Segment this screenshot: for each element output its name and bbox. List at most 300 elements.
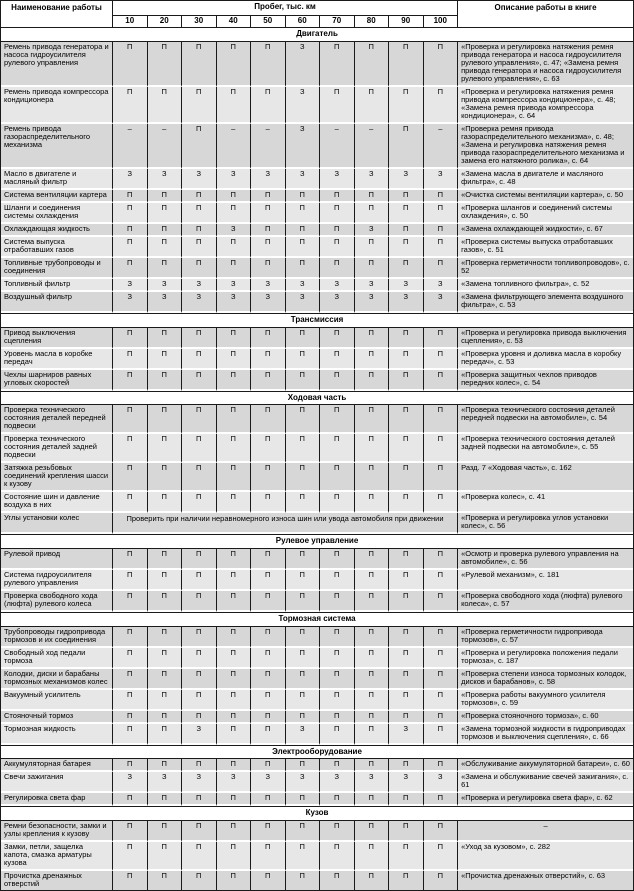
mileage-value-cell: П (286, 759, 321, 772)
mileage-value-cell: П (148, 793, 183, 806)
description-cell: «Проверка герметичности топливопроводов», с. 52 (458, 258, 633, 279)
mileage-value-cell: П (148, 842, 183, 871)
mileage-value-cell: П (251, 669, 286, 690)
mileage-value-cell: П (182, 258, 217, 279)
description-cell: «Проверка уровня и доливка масла в коробку передач», с. 53 (458, 349, 633, 370)
description-cell: «Прочистка дренажных отверстий», с. 63 (458, 871, 633, 890)
mileage-value-cell: П (424, 463, 459, 492)
mileage-value-cell: П (424, 87, 459, 124)
mileage-value-cell: П (113, 492, 148, 513)
table-row (1, 224, 633, 237)
mileage-value-cell: П (217, 492, 252, 513)
mileage-tick-80: 80 (355, 16, 390, 28)
table-row (1, 169, 633, 190)
mileage-value-cell: П (389, 690, 424, 711)
mileage-value-cell: З (320, 169, 355, 190)
work-name-cell: Замки, петли, защелка капота, смазка арматуры кузова (1, 842, 113, 871)
mileage-value-cell: П (251, 549, 286, 570)
mileage-value-cell: З (286, 292, 321, 313)
mileage-value-cell: – (251, 124, 286, 169)
mileage-value-cell: – (320, 124, 355, 169)
mileage-value-cell: П (320, 570, 355, 591)
mileage-value-cell: П (148, 237, 183, 258)
table-row (1, 190, 633, 203)
mileage-value-cell: П (251, 237, 286, 258)
mileage-value-cell: З (286, 169, 321, 190)
mileage-value-cell: П (424, 793, 459, 806)
table-row (1, 405, 633, 434)
mileage-value-cell: П (320, 258, 355, 279)
mileage-value-cell: П (148, 203, 183, 224)
mileage-value-cell: П (389, 669, 424, 690)
mileage-value-cell: П (148, 648, 183, 669)
mileage-value-cell: П (389, 124, 424, 169)
mileage-value-cell: П (113, 237, 148, 258)
mileage-value-cell: П (182, 124, 217, 169)
mileage-value-cell: З (389, 292, 424, 313)
mileage-value-cell: П (113, 42, 148, 87)
mileage-tick-100: 100 (424, 16, 459, 28)
mileage-value-cell: П (217, 711, 252, 724)
mileage-tick-50: 50 (251, 16, 286, 28)
mileage-value-cell: П (424, 328, 459, 349)
mileage-value-cell: П (424, 258, 459, 279)
mileage-value-cell: П (286, 258, 321, 279)
mileage-value-cell: П (251, 871, 286, 890)
table-row (1, 821, 633, 842)
description-cell: «Проверка колес», с. 41 (458, 492, 633, 513)
description-cell: «Замена охлаждающей жидкости», с. 67 (458, 224, 633, 237)
mileage-value-cell: П (217, 591, 252, 612)
mileage-value-cell: П (217, 821, 252, 842)
work-name-cell: Вакуумный усилитель (1, 690, 113, 711)
mileage-value-cell: П (389, 328, 424, 349)
mileage-value-cell: П (182, 549, 217, 570)
mileage-value-cell: П (217, 669, 252, 690)
work-name-cell: Система выпуска отработавших газов (1, 237, 113, 258)
work-name-cell: Проверка свободного хода (люфта) рулевого колеса (1, 591, 113, 612)
work-name-cell: Система вентиляции картера (1, 190, 113, 203)
mileage-value-cell: П (355, 724, 390, 745)
mileage-value-cell: З (113, 292, 148, 313)
description-cell: «Обслуживание аккумуляторной батареи», с. 60 (458, 759, 633, 772)
mileage-value-cell: П (148, 591, 183, 612)
mileage-value-cell: П (182, 328, 217, 349)
mileage-tick-40: 40 (217, 16, 252, 28)
mileage-value-cell: П (251, 328, 286, 349)
mileage-value-cell: П (320, 690, 355, 711)
mileage-value-cell: П (355, 690, 390, 711)
mileage-value-cell: П (424, 690, 459, 711)
mileage-value-cell: П (251, 42, 286, 87)
mileage-value-cell: П (355, 492, 390, 513)
mileage-value-cell: П (251, 463, 286, 492)
mileage-value-cell: П (355, 203, 390, 224)
mileage-value-cell: П (320, 842, 355, 871)
description-cell: «Проверка технического состояния деталей передней подвески на автомобиле», с. 54 (458, 405, 633, 434)
mileage-value-cell: П (320, 42, 355, 87)
mileage-value-cell: П (148, 669, 183, 690)
description-cell: «Замена фильтрующего элемента воздушного фильтра», с. 53 (458, 292, 633, 313)
mileage-value-cell: П (355, 711, 390, 724)
section-title: Рулевое управление (1, 534, 633, 549)
description-cell: «Проверка и регулировка углов установки колес», с. 56 (458, 513, 633, 534)
mileage-tick-70: 70 (320, 16, 355, 28)
mileage-value-cell: П (113, 370, 148, 391)
mileage-value-cell: З (182, 724, 217, 745)
mileage-value-cell: П (424, 224, 459, 237)
work-name-cell: Проверка технического состояния деталей задней подвески (1, 434, 113, 463)
mileage-value-cell: П (286, 871, 321, 890)
mileage-value-cell: П (217, 405, 252, 434)
mileage-value-cell: З (286, 724, 321, 745)
mileage-value-cell: П (182, 224, 217, 237)
mileage-value-cell: З (320, 279, 355, 292)
mileage-value-cell: П (217, 463, 252, 492)
mileage-value-cell: П (320, 648, 355, 669)
mileage-value-cell: П (182, 648, 217, 669)
work-name-cell: Ремень привода генератора и насоса гидроусилителя рулевого управления (1, 42, 113, 87)
mileage-value-cell: П (148, 759, 183, 772)
description-cell: «Замена масла в двигателе и масляного фильтра», с. 48 (458, 169, 633, 190)
mileage-value-cell: П (320, 591, 355, 612)
mileage-value-cell: З (424, 292, 459, 313)
column-header-description: Описание работы в книге (458, 1, 633, 27)
mileage-tick-60: 60 (286, 16, 321, 28)
table-row (1, 370, 633, 391)
mileage-value-cell: П (148, 724, 183, 745)
mileage-value-cell: – (217, 124, 252, 169)
mileage-value-cell: П (389, 627, 424, 648)
mileage-value-cell: П (251, 724, 286, 745)
mileage-value-cell: П (320, 724, 355, 745)
mileage-value-cell: П (320, 328, 355, 349)
mileage-value-cell: З (217, 224, 252, 237)
work-name-cell: Затяжка резьбовых соединений крепления шасси к кузову (1, 463, 113, 492)
table-row (1, 549, 633, 570)
work-name-cell: Ремень привода компрессора кондиционера (1, 87, 113, 124)
mileage-value-cell: П (389, 258, 424, 279)
mileage-value-cell: П (113, 842, 148, 871)
table-row (1, 711, 633, 724)
mileage-value-cell: З (113, 279, 148, 292)
mileage-value-cell: П (113, 627, 148, 648)
work-name-cell: Свечи зажигания (1, 772, 113, 793)
table-row (1, 237, 633, 258)
table-row (1, 793, 633, 806)
mileage-value-cell: П (286, 370, 321, 391)
mileage-value-cell: П (182, 759, 217, 772)
work-name-cell: Колодки, диски и барабаны тормозных механизмов колес (1, 669, 113, 690)
mileage-value-cell: З (320, 292, 355, 313)
mileage-value-cell: П (286, 627, 321, 648)
table-row (1, 87, 633, 124)
table-row (1, 279, 633, 292)
mileage-value-cell: П (355, 549, 390, 570)
description-cell: «Очистка системы вентиляции картера», с. 50 (458, 190, 633, 203)
mileage-value-cell: П (320, 549, 355, 570)
mileage-value-cell: П (355, 591, 390, 612)
mileage-value-cell: П (251, 87, 286, 124)
section-header-row (1, 313, 633, 328)
mileage-value-cell: З (424, 772, 459, 793)
mileage-value-cell: П (424, 591, 459, 612)
work-name-cell: Привод выключения сцепления (1, 328, 113, 349)
mileage-value-cell: П (148, 463, 183, 492)
mileage-value-cell: П (251, 821, 286, 842)
mileage-value-cell: П (286, 690, 321, 711)
mileage-value-cell: П (286, 349, 321, 370)
mileage-value-cell: П (424, 370, 459, 391)
mileage-value-cell: П (251, 190, 286, 203)
mileage-value-cell: П (182, 42, 217, 87)
table-row (1, 492, 633, 513)
mileage-value-cell: П (320, 793, 355, 806)
mileage-value-cell: П (182, 871, 217, 890)
mileage-value-cell: П (389, 821, 424, 842)
mileage-value-cell: П (148, 42, 183, 87)
mileage-value-cell: П (389, 203, 424, 224)
mileage-value-cell: П (251, 591, 286, 612)
header-row-main (1, 1, 633, 16)
mileage-value-cell: П (424, 203, 459, 224)
table-row (1, 434, 633, 463)
section-header-row (1, 27, 633, 42)
mileage-value-cell: П (113, 724, 148, 745)
mileage-value-cell: П (217, 549, 252, 570)
mileage-value-cell: П (148, 349, 183, 370)
mileage-value-cell: П (355, 328, 390, 349)
mileage-value-cell: П (355, 759, 390, 772)
mileage-value-cell: П (251, 258, 286, 279)
mileage-value-cell: П (113, 224, 148, 237)
table-row (1, 124, 633, 169)
table-row (1, 759, 633, 772)
work-name-cell: Проверка технического состояния деталей передней подвески (1, 405, 113, 434)
mileage-value-cell: П (148, 627, 183, 648)
mileage-value-cell: П (251, 492, 286, 513)
mileage-value-cell: П (320, 203, 355, 224)
mileage-value-cell: П (113, 405, 148, 434)
mileage-value-cell: П (113, 349, 148, 370)
mileage-value-cell: П (389, 405, 424, 434)
column-header-work-name: Наименование работы (1, 1, 113, 27)
work-name-cell: Аккумуляторная батарея (1, 759, 113, 772)
description-cell: «Проверка и регулировка света фар», с. 62 (458, 793, 633, 806)
description-cell: «Проверка ремня привода газораспределительного механизма», с. 48; «Замена и регулировка натяжения ремня привода газораспределительного механизма и замена его натяжного ролика», с. 64 (458, 124, 633, 169)
mileage-value-cell: П (320, 434, 355, 463)
table-header (1, 1, 633, 27)
mileage-value-cell: П (182, 690, 217, 711)
mileage-value-cell: П (251, 349, 286, 370)
mileage-value-cell: П (320, 349, 355, 370)
table-row (1, 42, 633, 87)
mileage-value-cell: П (217, 42, 252, 87)
mileage-value-cell: П (389, 711, 424, 724)
mileage-value-cell: З (320, 772, 355, 793)
mileage-value-cell: П (182, 669, 217, 690)
mileage-value-cell: П (182, 237, 217, 258)
table-row (1, 292, 633, 313)
mileage-value-cell: П (148, 258, 183, 279)
mileage-value-cell: П (251, 224, 286, 237)
mileage-value-cell: П (424, 648, 459, 669)
mileage-value-cell: П (113, 793, 148, 806)
mileage-value-cell: П (424, 821, 459, 842)
work-name-cell: Топливные трубопроводы и соединения (1, 258, 113, 279)
mileage-value-cell: П (286, 434, 321, 463)
description-cell: – (458, 821, 633, 842)
mileage-value-cell: П (286, 669, 321, 690)
mileage-value-cell: П (217, 842, 252, 871)
mileage-value-cell: П (148, 492, 183, 513)
mileage-value-cell: З (389, 279, 424, 292)
table-row (1, 871, 633, 890)
table-body (1, 27, 633, 890)
mileage-value-cell: П (389, 463, 424, 492)
mileage-value-cell: П (148, 711, 183, 724)
mileage-value-cell: П (424, 349, 459, 370)
table-row (1, 627, 633, 648)
section-header-row (1, 745, 633, 760)
mileage-value-cell: П (389, 87, 424, 124)
mileage-value-cell: П (389, 224, 424, 237)
description-cell: «Проверка технического состояния деталей задней подвески на автомобиле», с. 55 (458, 434, 633, 463)
mileage-tick-10: 10 (113, 16, 148, 28)
mileage-value-cell: З (424, 169, 459, 190)
mileage-value-cell: П (389, 591, 424, 612)
mileage-value-cell: П (320, 492, 355, 513)
mileage-value-cell: П (355, 370, 390, 391)
work-name-cell: Ремень привода газораспределительного механизма (1, 124, 113, 169)
mileage-value-cell: П (286, 203, 321, 224)
mileage-value-cell: З (389, 772, 424, 793)
mileage-value-cell: З (389, 724, 424, 745)
mileage-value-cell: П (286, 821, 321, 842)
work-name-cell: Свободный ход педали тормоза (1, 648, 113, 669)
mileage-value-cell: П (217, 793, 252, 806)
mileage-value-cell: П (217, 87, 252, 124)
work-name-cell: Трубопроводы гидропривода тормозов и их соединения (1, 627, 113, 648)
mileage-value-cell: П (389, 492, 424, 513)
mileage-value-cell: П (182, 492, 217, 513)
mileage-value-cell: З (148, 772, 183, 793)
mileage-value-cell: П (424, 190, 459, 203)
mileage-value-cell: З (251, 279, 286, 292)
mileage-value-cell: З (182, 292, 217, 313)
mileage-value-cell: З (182, 772, 217, 793)
mileage-value-cell: З (148, 292, 183, 313)
mileage-value-cell: П (355, 463, 390, 492)
mileage-value-cell: П (424, 871, 459, 890)
description-cell: «Проверка защитных чехлов приводов передних колес», с. 54 (458, 370, 633, 391)
mileage-value-cell: П (424, 759, 459, 772)
column-header-mileage: Пробег, тыс. км (113, 1, 458, 16)
work-name-cell: Охлаждающая жидкость (1, 224, 113, 237)
table-row (1, 648, 633, 669)
table-row (1, 690, 633, 711)
mileage-value-cell: П (286, 591, 321, 612)
mileage-value-cell: П (182, 627, 217, 648)
mileage-value-cell: П (182, 370, 217, 391)
mileage-value-cell: З (389, 169, 424, 190)
mileage-value-cell: П (217, 434, 252, 463)
mileage-value-cell: П (113, 591, 148, 612)
mileage-value-cell: П (148, 405, 183, 434)
mileage-value-cell: П (320, 711, 355, 724)
mileage-value-cell: П (217, 570, 252, 591)
mileage-value-cell: П (182, 203, 217, 224)
mileage-value-cell: П (424, 627, 459, 648)
work-name-cell: Топливный фильтр (1, 279, 113, 292)
mileage-value-cell: П (148, 370, 183, 391)
description-cell: «Проверка свободного хода (люфта) рулевого колеса», с. 57 (458, 591, 633, 612)
mileage-value-cell: – (424, 124, 459, 169)
mileage-value-cell: П (113, 463, 148, 492)
work-name-cell: Рулевой привод (1, 549, 113, 570)
mileage-value-cell: П (286, 328, 321, 349)
mileage-value-cell: З (355, 292, 390, 313)
mileage-value-cell: З (217, 292, 252, 313)
description-cell: «Уход за кузовом», с. 282 (458, 842, 633, 871)
mileage-value-cell: П (182, 405, 217, 434)
mileage-value-cell: П (148, 87, 183, 124)
mileage-value-cell: П (355, 237, 390, 258)
mileage-value-cell: П (286, 237, 321, 258)
mileage-value-cell: П (217, 627, 252, 648)
mileage-value-cell: П (251, 759, 286, 772)
mileage-value-cell: П (424, 492, 459, 513)
table-row (1, 842, 633, 871)
mileage-value-cell: П (182, 570, 217, 591)
work-name-cell: Стояночный тормоз (1, 711, 113, 724)
mileage-value-cell: П (217, 759, 252, 772)
mileage-tick-30: 30 (182, 16, 217, 28)
table-row (1, 463, 633, 492)
mileage-value-cell: П (251, 370, 286, 391)
mileage-value-cell: П (320, 224, 355, 237)
work-name-cell: Ремни безопасности, замки и узлы крепления к кузову (1, 821, 113, 842)
table-row (1, 328, 633, 349)
mileage-value-cell: П (389, 648, 424, 669)
mileage-value-cell: З (424, 279, 459, 292)
mileage-value-cell: П (389, 370, 424, 391)
mileage-value-cell: П (320, 759, 355, 772)
mileage-value-cell: П (424, 42, 459, 87)
mileage-value-cell: П (113, 669, 148, 690)
mileage-value-cell: П (424, 237, 459, 258)
mileage-value-cell: П (148, 871, 183, 890)
work-name-cell: Воздушный фильтр (1, 292, 113, 313)
mileage-value-cell: П (286, 549, 321, 570)
section-header-row (1, 612, 633, 627)
mileage-value-cell: П (286, 570, 321, 591)
mileage-value-cell: П (217, 237, 252, 258)
work-name-cell: Состояние шин и давление воздуха в них (1, 492, 113, 513)
mileage-value-cell: П (389, 570, 424, 591)
mileage-value-cell: П (113, 821, 148, 842)
mileage-value-cell: П (251, 405, 286, 434)
table-row (1, 570, 633, 591)
mileage-value-cell: П (389, 190, 424, 203)
section-title: Ходовая часть (1, 391, 633, 406)
description-cell: «Проверка и регулировка натяжения ремня привода генератора и насоса гидроусилителя рулевого управления», с. 47; «Замена ремня привода генератора и насоса гидроусилителя рулевого управления», с. 63 (458, 42, 633, 87)
mileage-value-cell: П (217, 871, 252, 890)
mileage-value-cell: П (113, 570, 148, 591)
description-cell: «Замена топливного фильтра», с. 52 (458, 279, 633, 292)
mileage-value-cell: П (251, 434, 286, 463)
mileage-value-cell: П (251, 627, 286, 648)
